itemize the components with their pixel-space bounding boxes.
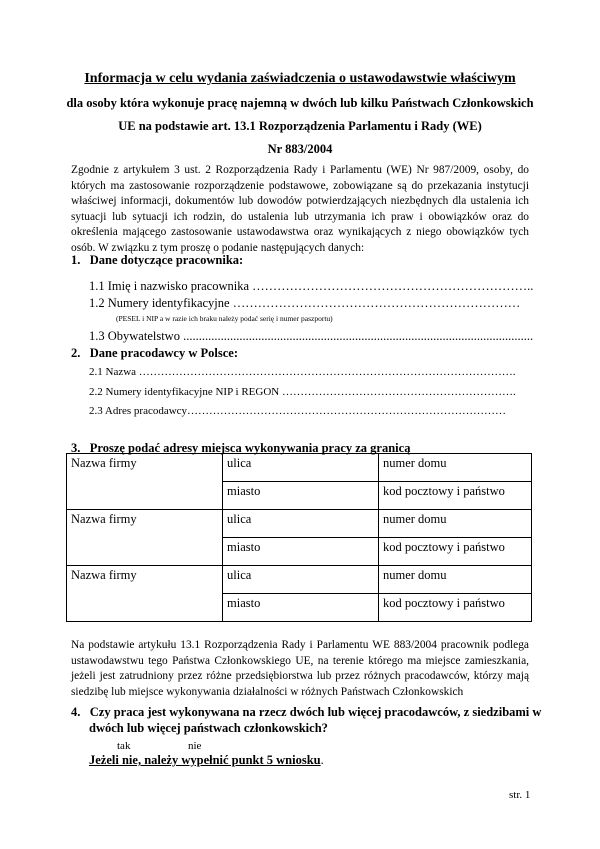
section4-heading-line1: 4. Czy praca jest wykonywana na rzecz dwóch lub więcej pracodawców, z siedzibami w: [71, 705, 542, 719]
employee-ids-note: (PESEL i NIP a w razie ich braku należy podać serię i numer paszportu): [116, 314, 333, 323]
city-cell[interactable]: miasto: [223, 482, 379, 510]
section4-note: [89, 753, 324, 768]
street-cell[interactable]: ulica: [223, 566, 379, 594]
document-subtitle-line3: Nr 883/2004: [267, 142, 333, 156]
table-row: [67, 454, 532, 482]
option-no[interactable]: nie: [188, 740, 202, 752]
section3-heading: 3. Proszę podać adresy miejsca wykonywania pracy za granicą: [71, 441, 411, 455]
street-cell[interactable]: ulica: [223, 510, 379, 538]
company-name-cell[interactable]: Nazwa firmy: [67, 454, 223, 510]
section2-heading: 2. Dane pracodawcy w Polsce:: [71, 346, 238, 360]
postal-country-cell[interactable]: kod pocztowy i państwo: [379, 482, 532, 510]
employee-ids-field[interactable]: 1.2 Numery identyfikacyjne ……………………………………………………………: [89, 296, 521, 310]
document-subtitle-line2: UE na podstawie art. 13.1 Rozporządzenia Parlamentu i Rady (WE): [118, 119, 482, 133]
section4-heading-line2: dwóch lub więcej państwach członkowskich?: [89, 721, 328, 735]
legal-paragraph: Na podstawie artykułu 13.1 Rozporządzenia Rady i Parlamentu WE 883/2004 pracownik podlega ustawodawstwu tego Państwa Członkowskiego UE, na terenie którego ma miejsce zamieszkania, jeżeli jest zatrudniony przez różne przedsiębiorstwa lub przez różnych pracodawców, którzy mają siedzibę lub miejsce wykonywania działalności w różnych Państwach Członkowskich: [71, 639, 529, 698]
employee-name-field[interactable]: 1.1 Imię i nazwisko pracownika …………………………………………………………..: [89, 279, 534, 293]
employer-name-field[interactable]: 2.1 Nazwa ………………………………………………………………………………………….: [89, 366, 516, 378]
company-name-cell[interactable]: Nazwa firmy: [67, 510, 223, 566]
city-cell[interactable]: miasto: [223, 538, 379, 566]
document-subtitle-line1: dla osoby która wykonuje pracę najemną w dwóch lub kilku Państwach Członkowskich: [66, 96, 534, 110]
section1-heading: 1. Dane dotyczące pracownika:: [71, 253, 244, 267]
page-number: str. 1: [509, 789, 531, 801]
employee-citizenship-field[interactable]: 1.3 Obywatelstwo ................................................................................................................: [89, 329, 534, 343]
employer-address-field[interactable]: 2.3 Adres pracodawcy……………………………………………………………………………: [89, 405, 507, 417]
section4-note-end: .: [320, 753, 324, 767]
document-title: Informacja w celu wydania zaświadczenia o ustawodawstwie właściwym: [84, 71, 516, 86]
house-number-cell[interactable]: numer domu: [379, 510, 532, 538]
intro-paragraph: Zgodnie z artykułem 3 ust. 2 Rozporządzenia Rady i Parlamentu (WE) Nr 987/2009, osoby, do których ma zastosowanie rozporządzenie podstawowe, zobowiązane są do przekazania instytucji właściwej informacji, dokumentów lub dowodów potwierdzających niezbędnych dla ustalenia ich sytuacji lub sytuacji ich rodzin, do ustalenia lub utrzymania ich praw i obowiązków oraz do określenia mającego zastosowanie ustawodawstwa oraz wynikających z niego obowiązków tych osób. W związku z tym proszę o podanie następujących danych:: [71, 164, 529, 254]
section4-note-text: Jeżeli nie, należy wypełnić punkt 5 wniosku: [89, 753, 321, 767]
city-cell[interactable]: miasto: [223, 594, 379, 622]
employer-ids-field[interactable]: 2.2 Numery identyfikacyjne NIP i REGON ……………………………………………………….: [89, 386, 516, 398]
postal-country-cell[interactable]: kod pocztowy i państwo: [379, 594, 532, 622]
company-name-cell[interactable]: Nazwa firmy: [67, 566, 223, 622]
option-yes[interactable]: tak: [117, 740, 131, 752]
house-number-cell[interactable]: numer domu: [379, 566, 532, 594]
street-cell[interactable]: ulica: [223, 454, 379, 482]
work-address-table: [66, 453, 532, 622]
house-number-cell[interactable]: numer domu: [379, 454, 532, 482]
postal-country-cell[interactable]: kod pocztowy i państwo: [379, 538, 532, 566]
table-row: [67, 566, 532, 594]
table-row: [67, 510, 532, 538]
